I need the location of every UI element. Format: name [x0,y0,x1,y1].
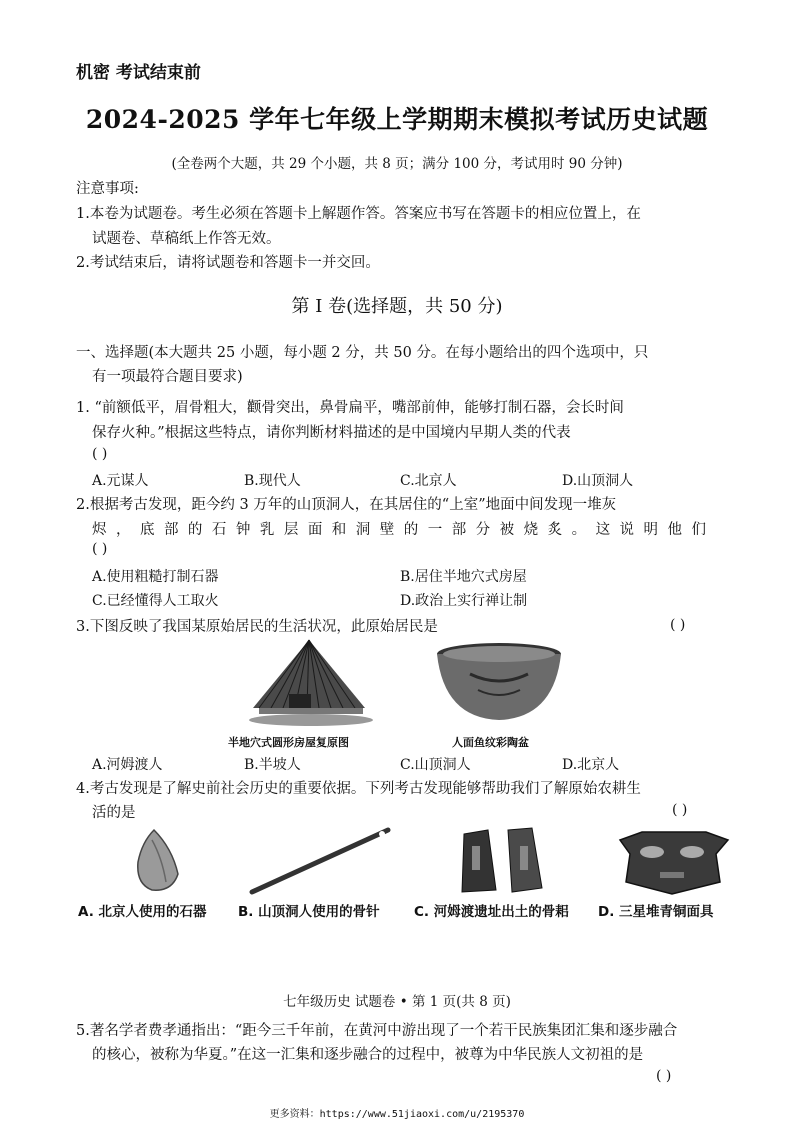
q4-caption-d: D. 三星堆青铜面具 [598,904,714,920]
q4-answer-paren: ( ) [672,802,688,818]
q1-answer-paren: ( ) [92,446,108,462]
q4-stem-line-1: 4.考古发现是了解史前社会历史的重要依据。下列考古发现能够帮助我们了解原始农耕生 [76,781,641,797]
q3-caption-hut: 半地穴式圆形房屋复原图 [228,736,349,749]
source-url[interactable]: 更多资料：https://www.51jiaoxi.com/u/2195370 [269,1109,525,1120]
exam-title: 2024-2025 学年七年级上学期期末模拟考试历史试题 [85,105,709,134]
notes-heading: 注意事项: [76,181,139,197]
q1-stem-line-1: 1. “前额低平，眉骨粗大，颧骨突出，鼻骨扁平，嘴部前伸，能够打制石器，会长时间 [76,400,624,416]
q2-option-a: A.使用粗糙打制石器 [92,569,219,585]
q3-option-a: A.河姆渡人 [92,757,163,773]
q2-stem-line-2: 烬，底部的石钟乳层面和洞壁的一部分被烧炙。这说明他们 [92,522,706,538]
q5-answer-paren: ( ) [656,1068,672,1084]
q4-caption-b: B. 山顶洞人使用的骨针 [238,904,380,920]
bone-needle-illustration [248,826,394,896]
q5-stem-line-1: 5.著名学者费孝通指出：“距今三千年前，在黄河中游出现了一个若干民族集团汇集和逐步融合 [76,1023,678,1039]
q3-stem: 3.下图反映了我国某原始居民的生活状况，此原始居民是 [76,619,438,635]
q1-option-c: C.北京人 [400,473,457,489]
q3-caption-bowl: 人面鱼纹彩陶盆 [452,736,529,749]
q4-caption-c: C. 河姆渡遗址出土的骨耜 [414,904,569,920]
pottery-bowl-illustration [430,640,568,730]
q5-stem-line-2: 的核心，被称为华夏。”在这一汇集和逐步融合的过程中，被尊为中华民族人文初祖的是 [92,1047,644,1063]
notes-item-2: 2.考试结束后，请将试题卷和答题卡一并交回。 [76,255,380,271]
q2-option-c: C.已经懂得人工取火 [92,593,219,609]
q2-stem-line-1: 2.根据考古发现，距今约 3 万年的山顶洞人，在其居住的“上室”地面中间发现一堆灰 [76,497,617,513]
page-footer: 七年级历史 试题卷 • 第 1 页(共 8 页) [283,994,511,1010]
q2-answer-paren: ( ) [92,541,108,557]
q1-option-d: D.山顶洞人 [562,473,634,489]
notes-item-1-line-1: 1.本卷为试题卷。考生必须在答题卡上解题作答。答案应书写在答题卡的相应位置上，在 [76,206,641,222]
q3-option-b: B.半坡人 [244,757,301,773]
bone-spade-illustration [452,826,550,896]
part-intro-line-1: 一、选择题(本大题共 25 小题，每小题 2 分，共 50 分。在每小题给出的四个选项中，只 [76,345,649,361]
q4-caption-a: A. 北京人使用的石器 [78,904,207,920]
q1-option-b: B.现代人 [244,473,301,489]
q4-stem-line-2: 活的是 [92,805,136,821]
bronze-mask-illustration [612,826,732,898]
q3-option-c: C.山顶洞人 [400,757,471,773]
exam-subtitle: (全卷两个大题，共 29 个小题，共 8 页；满分 100 分，考试用时 90 分钟) [171,156,623,172]
hut-illustration [245,636,375,732]
confidential-label: 机密 考试结束前 [76,63,201,83]
q2-option-b: B.居住半地穴式房屋 [400,569,527,585]
section-title: 第 I 卷(选择题，共 50 分) [291,296,503,317]
q1-option-a: A.元谋人 [92,473,149,489]
q3-answer-paren: ( ) [670,617,686,633]
notes-item-1-line-2: 试题卷、草稿纸上作答无效。 [92,231,281,247]
q2-option-d: D.政治上实行禅让制 [400,593,528,609]
q3-option-d: D.北京人 [562,757,620,773]
q1-stem-line-2: 保存火种。”根据这些特点，请你判断材料描述的是中国境内早期人类的代表 [92,425,571,441]
part-intro-line-2: 有一项最符合题目要求) [92,369,243,385]
stone-tool-illustration [132,828,184,894]
